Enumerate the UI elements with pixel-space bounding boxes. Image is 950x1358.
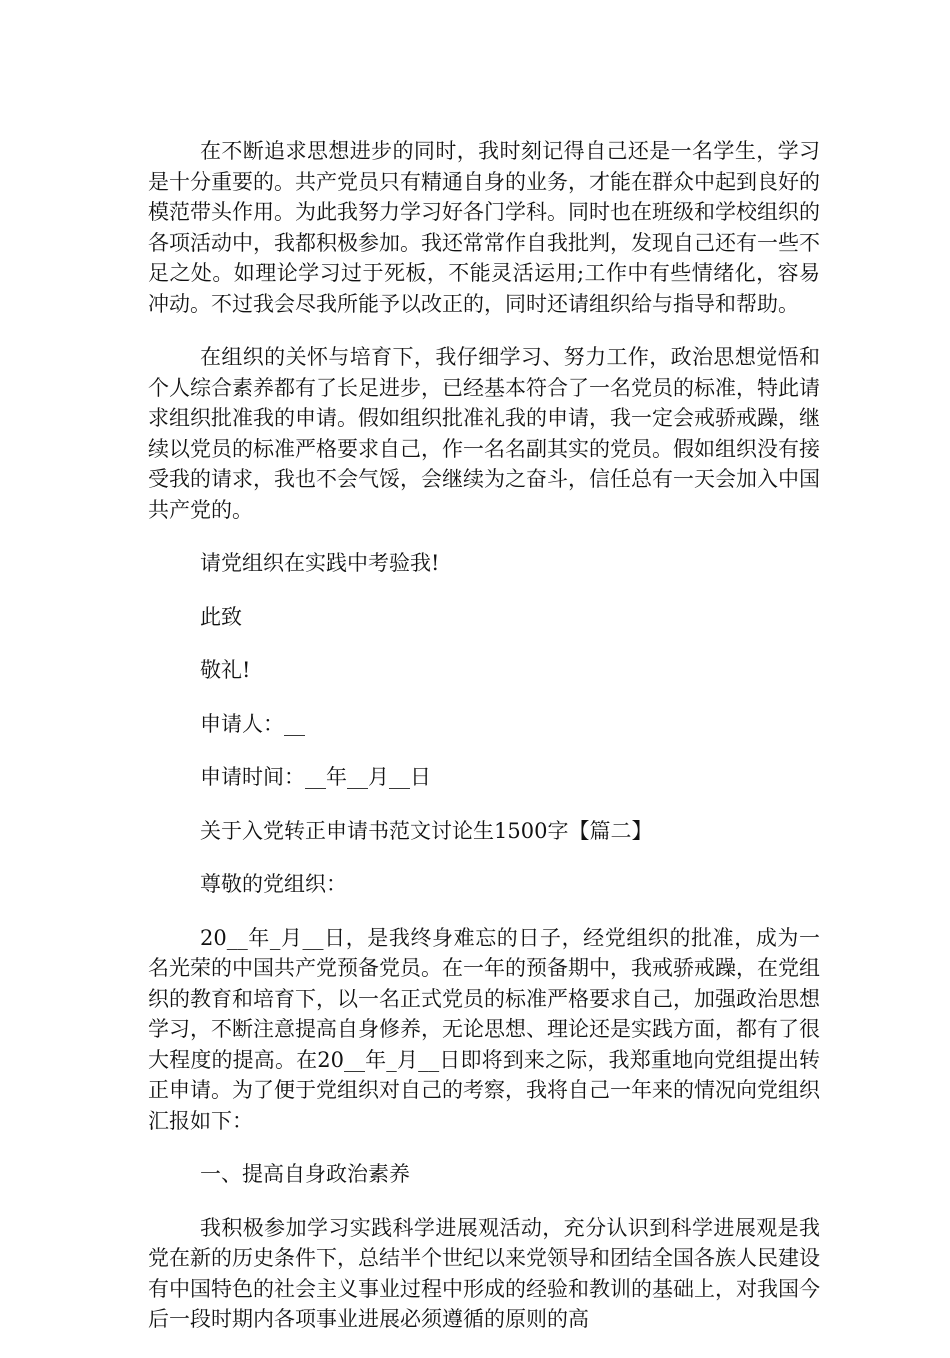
paragraph-study: 在不断追求思想进步的同时，我时刻记得自己还是一名学生，学习是十分重要的。共产党员只有精通自身的业务，才能在群众中起到良好的模范带头作用。为此我努力学习好各门学科。同时也在班级和学校组织的各项活动中，我都积极参加。我还常常作自我批判，发现自己还有一些不足之处。如理论学习过于死板，不能灵活运用;工作中有些情绪化，容易冲动。不过我会尽我所能予以改正的，同时还请组织给与指导和帮助。 bbox=[148, 139, 820, 316]
paragraph-scientific: 我积极参加学习实践科学进展观活动，充分认识到科学进展观是我党在新的历史条件下，总结半个世纪以来党领导和团结全国各族人民建设有中国特色的社会主义事业过程中形成的经验和教训的基础上，对我国今后一段时期内各项事业进展必须遵循的原则的高 bbox=[148, 1215, 820, 1331]
applicant-line: 申请人：__ bbox=[200, 711, 305, 736]
paragraph-progress: 在组织的关怀与培育下，我仔细学习、努力工作，政治思想觉悟和个人综合素养都有了长足进步，已经基本符合了一名党员的标准，特此请求组织批准我的申请。假如组织批准礼我的申请，我一定会戒骄戒躁，继续以党员的标准严格要求自己，作一名名副其实的党员。假如组织没有接受我的请求，我也不会气馁，会继续为之奋斗，信任总有一天会加入中国共产党的。 bbox=[148, 345, 820, 522]
apply-date-line: 申请时间：__年__月__日 bbox=[200, 765, 431, 789]
section-title: 关于入党转正申请书范文讨论生1500字【篇二】 bbox=[200, 818, 653, 843]
closing-request: 请党组织在实践中考验我! bbox=[200, 551, 440, 575]
salutation-cizhi: 此致 bbox=[200, 604, 242, 629]
salutation-jingli: 敬礼! bbox=[200, 658, 251, 682]
paragraph-anniversary: 20__年_月__日，是我终身难忘的日子，经党组织的批准，成为一名光荣的中国共产党预备党员。在一年的预备期中，我戒骄戒躁，在党组织的教育和培育下，以一名正式党员的标准严格要求自己，加强政治思想学习，不断注意提高自身修养，无论思想、理论还是实践方面，都有了很大程度的提高。在20__年_月__日即将到来之际，我郑重地向党组提出转正申请。为了便于党组织对自己的考察，我将自己一年来的情况向党组织汇报如下： bbox=[148, 925, 820, 1133]
document-page bbox=[148, 136, 820, 1358]
heading-political: 一、提高自身政治素养 bbox=[200, 1162, 410, 1186]
greeting: 尊敬的党组织： bbox=[200, 872, 347, 896]
